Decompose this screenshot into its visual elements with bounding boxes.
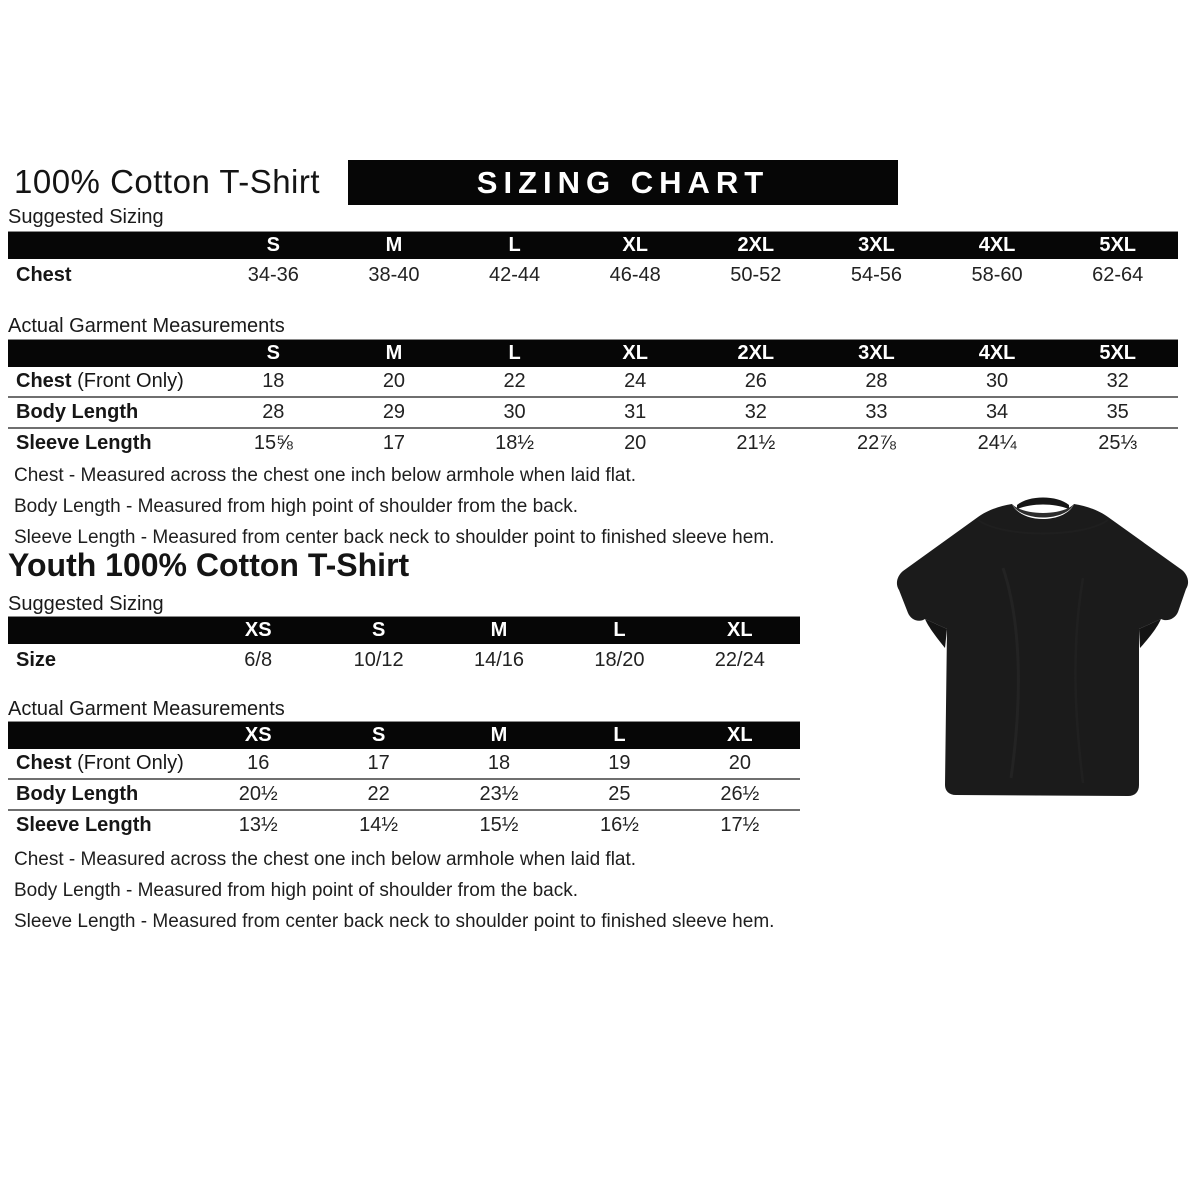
row-label: Body Length <box>16 401 139 423</box>
table-cell: 17 <box>367 752 390 774</box>
table-cell: 20 <box>382 370 406 392</box>
table-cell: 16 <box>247 752 270 774</box>
table-cell: 18 <box>262 370 285 392</box>
youth-actual-measurements-label: Actual Garment Measurements <box>8 698 285 720</box>
table-cell: 42-44 <box>488 264 541 286</box>
table-cell: 18/20 <box>594 649 645 671</box>
table-cell: 26½ <box>720 783 760 805</box>
table-row <box>8 398 1178 429</box>
table-cell: 28 <box>262 401 285 423</box>
youth-suggested-sizing-label: Suggested Sizing <box>8 593 164 615</box>
column-header: M <box>490 619 508 641</box>
column-header: XL <box>622 234 648 256</box>
row-label: Chest <box>16 264 72 286</box>
column-header: XS <box>244 619 272 641</box>
table-row <box>8 811 800 840</box>
table-cell: 30 <box>503 401 526 423</box>
note-line: Body Length - Measured from high point of shoulder from the back. <box>14 880 578 901</box>
table-row <box>8 259 1178 292</box>
adult-actual-measurements-label: Actual Garment Measurements <box>8 315 285 337</box>
youth-section-title: Youth 100% Cotton T-Shirt <box>8 547 410 583</box>
note-line: Body Length - Measured from high point of shoulder from the back. <box>14 496 578 517</box>
row-label: Sleeve Length <box>16 432 152 454</box>
column-header: 2XL <box>737 234 775 256</box>
table-cell: 29 <box>382 401 406 423</box>
column-header: 2XL <box>737 342 775 364</box>
column-header: S <box>371 619 386 641</box>
table-cell: 22 <box>503 370 526 392</box>
table-cell: 54-56 <box>850 264 903 286</box>
column-header: 3XL <box>858 234 895 256</box>
table-cell: 50-52 <box>730 264 782 286</box>
column-header: 4XL <box>978 234 1016 256</box>
table-cell: 14½ <box>359 814 399 836</box>
table-cell: 15⅝ <box>253 432 293 454</box>
table-cell: 20½ <box>238 783 278 805</box>
row-label: Size <box>16 649 57 671</box>
table-cell: 34-36 <box>247 264 299 286</box>
page-title: 100% Cotton T-Shirt <box>14 163 321 200</box>
table-header-row <box>8 616 800 644</box>
column-header: 4XL <box>978 342 1016 364</box>
row-label: Chest (Front Only) <box>16 752 184 774</box>
table-cell: 6/8 <box>244 649 273 671</box>
column-header: L <box>613 619 626 641</box>
adult-measurement-notes <box>14 460 774 553</box>
youth-actual-measurements-table <box>8 721 800 840</box>
table-cell: 20 <box>624 432 647 454</box>
table-cell: 28 <box>865 370 888 392</box>
table-row <box>8 749 800 780</box>
note-line: Sleeve Length - Measured from center back neck to shoulder point to finished sleeve hem. <box>14 911 775 932</box>
adult-suggested-sizing-table <box>8 231 1178 292</box>
column-header: S <box>371 724 386 746</box>
table-row <box>8 367 1178 398</box>
column-header: 5XL <box>1099 342 1137 364</box>
table-cell: 18 <box>487 752 511 774</box>
table-cell: 22 <box>367 783 390 805</box>
table-cell: 17 <box>382 432 406 454</box>
table-cell: 20 <box>728 752 751 774</box>
table-cell: 25 <box>608 783 631 805</box>
column-header: M <box>385 234 403 256</box>
column-header: M <box>490 724 508 746</box>
table-cell: 25⅓ <box>1098 432 1138 454</box>
table-cell: 16½ <box>599 814 639 836</box>
table-header-row <box>8 231 1178 259</box>
table-cell: 13½ <box>238 814 278 836</box>
table-cell: 32 <box>744 401 767 423</box>
table-cell: 22⅞ <box>856 432 896 454</box>
table-cell: 62-64 <box>1092 264 1144 286</box>
table-cell: 23½ <box>479 783 519 805</box>
adult-suggested-sizing-label: Suggested Sizing <box>8 206 164 228</box>
table-cell: 15½ <box>479 814 519 836</box>
table-cell: 34 <box>985 401 1009 423</box>
table-header-row <box>8 339 1178 367</box>
table-cell: 22/24 <box>714 649 765 671</box>
table-cell: 26 <box>744 370 767 392</box>
table-cell: 32 <box>1106 370 1129 392</box>
table-cell: 30 <box>985 370 1009 392</box>
table-cell: 21½ <box>736 432 776 454</box>
column-header: 3XL <box>858 342 895 364</box>
table-cell: 33 <box>865 401 888 423</box>
row-label: Body Length <box>16 783 139 805</box>
table-cell: 58-60 <box>971 264 1023 286</box>
column-header: 5XL <box>1099 234 1137 256</box>
table-cell: 46-48 <box>609 264 661 286</box>
row-label: Sleeve Length <box>16 814 152 836</box>
adult-actual-measurements-table <box>8 339 1178 458</box>
note-line: Chest - Measured across the chest one inch below armhole when laid flat. <box>14 849 637 870</box>
table-header-row <box>8 721 800 749</box>
table-cell: 10/12 <box>353 649 404 671</box>
table-cell: 38-40 <box>368 264 420 286</box>
table-cell: 31 <box>624 401 647 423</box>
table-row <box>8 644 800 677</box>
youth-suggested-sizing-table <box>8 616 800 677</box>
column-header: M <box>385 342 403 364</box>
column-header: L <box>613 724 626 746</box>
table-cell: 35 <box>1106 401 1129 423</box>
column-header: L <box>508 234 521 256</box>
sizing-chart-banner <box>348 160 898 205</box>
table-cell: 14/16 <box>473 649 525 671</box>
column-header: L <box>508 342 521 364</box>
table-row <box>8 429 1178 458</box>
column-header: XL <box>727 619 753 641</box>
column-header: XL <box>727 724 753 746</box>
table-cell: 24 <box>624 370 647 392</box>
column-header: XL <box>622 342 648 364</box>
sizing-chart-banner-label: SIZING CHART <box>476 164 770 200</box>
row-label: Chest (Front Only) <box>16 370 184 392</box>
black-tshirt-image <box>893 474 1193 822</box>
table-row <box>8 780 800 811</box>
youth-measurement-notes <box>14 844 774 937</box>
table-cell: 19 <box>608 752 631 774</box>
table-cell: 17½ <box>720 814 760 836</box>
table-cell: 18½ <box>495 432 535 454</box>
column-header: S <box>266 342 280 364</box>
column-header: XS <box>244 724 272 746</box>
column-header: S <box>266 234 280 256</box>
table-cell: 24¼ <box>977 432 1017 454</box>
note-line: Sleeve Length - Measured from center back neck to shoulder point to finished sleeve hem. <box>14 527 775 548</box>
note-line: Chest - Measured across the chest one inch below armhole when laid flat. <box>14 465 637 486</box>
